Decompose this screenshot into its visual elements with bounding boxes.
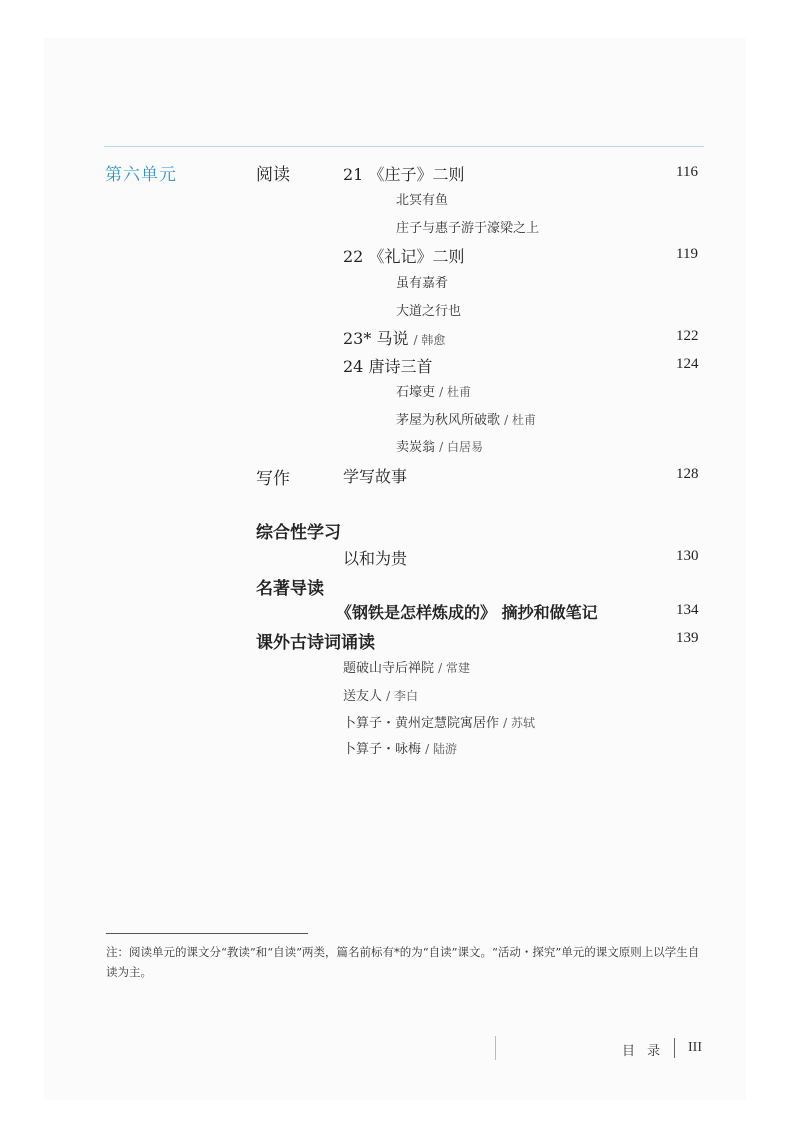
lesson-24-title[interactable]: 24 唐诗三首 — [343, 357, 433, 376]
writing-title[interactable]: 学写故事 — [343, 467, 408, 486]
lesson-24-sub-2[interactable] — [396, 409, 536, 428]
lesson-24-sub-2-author: / 杜甫 — [504, 413, 537, 427]
poem-item-3[interactable] — [343, 712, 535, 731]
lesson-24-sub-3[interactable] — [396, 436, 483, 455]
classics-label: 名著导读 — [256, 579, 324, 599]
lesson-24-sub-1[interactable] — [396, 381, 471, 400]
footer-label: 目 录 — [622, 1044, 665, 1059]
comprehensive-title[interactable]: 以和为贵 — [343, 549, 408, 568]
poem-item-3-title: 卜算子・黄州定慧院寓居作 — [343, 716, 500, 731]
poems-page: 139 — [676, 630, 699, 646]
lesson-22-page: 119 — [676, 246, 698, 262]
lesson-21-sub-2[interactable]: 庄子与惠子游于濠梁之上 — [396, 221, 540, 236]
footer-divider — [674, 1038, 675, 1058]
poem-item-2-author: / 李白 — [386, 689, 419, 703]
lesson-24-sub-2-title: 茅屋为秋风所破歌 — [396, 413, 501, 428]
footnote: 注：阅读单元的课文分“教读”和“自读”两类，篇名前标有*的为“自读”课文。“活动・探究”单元的课文原则上以学生自读为主。 — [106, 945, 700, 979]
lesson-24-sub-3-author: / 白居易 — [439, 440, 484, 454]
lesson-24-page: 124 — [676, 356, 699, 372]
poem-item-4-author: / 陆游 — [425, 742, 458, 756]
poem-item-3-author: / 苏轼 — [503, 716, 536, 730]
lesson-23-page: 122 — [676, 328, 699, 344]
lesson-24-sub-3-title: 卖炭翁 — [396, 440, 436, 455]
footer-page-number: III — [688, 1040, 702, 1055]
poem-item-4-title: 卜算子・咏梅 — [343, 742, 422, 757]
poem-item-1-title: 题破山寺后禅院 — [343, 661, 435, 676]
poem-item-1[interactable] — [343, 657, 470, 676]
lesson-23-title[interactable] — [343, 326, 445, 349]
writing-label: 写作 — [256, 469, 290, 489]
lesson-23-title-text: 23* 马说 — [343, 329, 409, 348]
header-rule — [104, 146, 704, 147]
lesson-21-sub-1[interactable]: 北冥有鱼 — [396, 193, 449, 208]
lesson-22-sub-1[interactable]: 虽有嘉肴 — [396, 276, 449, 291]
lesson-22-title[interactable]: 22 《礼记》二则 — [343, 247, 465, 266]
unit-label: 第六单元 — [105, 165, 177, 185]
lesson-21-page: 116 — [676, 164, 698, 180]
lesson-23-author: / 韩愈 — [413, 333, 446, 347]
reading-label: 阅读 — [256, 165, 290, 185]
lesson-24-sub-1-title: 石壕吏 — [396, 385, 436, 400]
footnote-rule — [106, 933, 308, 934]
lesson-22-sub-2[interactable]: 大道之行也 — [396, 304, 462, 319]
comprehensive-label: 综合性学习 — [256, 523, 341, 543]
classics-page: 134 — [676, 602, 699, 618]
poem-item-2-title: 送友人 — [343, 689, 383, 704]
lesson-24-sub-1-author: / 杜甫 — [439, 385, 472, 399]
poem-item-1-author: / 常建 — [438, 661, 471, 675]
classics-title[interactable]: 《钢铁是怎样炼成的》 摘抄和做笔记 — [336, 603, 598, 622]
footer-divider-left — [495, 1036, 496, 1060]
lesson-21-title[interactable]: 21 《庄子》二则 — [343, 165, 465, 184]
writing-page: 128 — [676, 466, 699, 482]
poem-item-4[interactable] — [343, 738, 457, 757]
poems-label: 课外古诗词诵读 — [256, 633, 375, 653]
comprehensive-page: 130 — [676, 548, 699, 564]
poem-item-2[interactable] — [343, 685, 418, 704]
page-background — [44, 38, 746, 1100]
